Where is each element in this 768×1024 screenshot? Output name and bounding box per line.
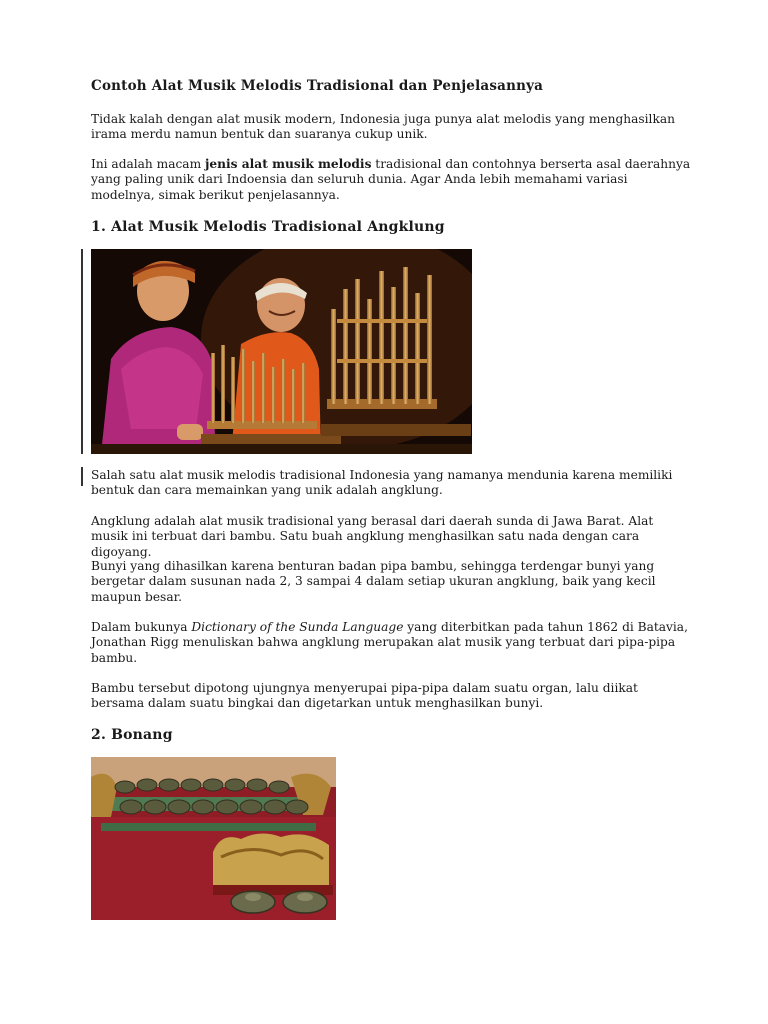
section-1-paragraph-3: Bunyi yang dihasilkan karena benturan badan pipa bambu, sehingga terdengar bunyi yang bergetar dalam susunan nada 2, 3 sampai 4 dalam setiap ukuran angklung, baik yang kecil maupun besar.: [91, 559, 656, 604]
angklung-photo: [91, 249, 472, 454]
bonang-illustration: [91, 757, 336, 920]
intro-text-end: tradisional dan contohnya berserta asal daerahnya yang paling unik dari Indoensia dan seluruh dunia. Agar Anda lebih memahami variasi modelnya, simak berikut penjelasannya.: [91, 157, 691, 202]
bonang-photo: [91, 757, 336, 920]
text-cursor-mark: [81, 467, 83, 486]
section-1-paragraph-4: [91, 620, 691, 666]
margin-bar: [81, 249, 83, 454]
book-title: Dictionary of the Sunda Language: [191, 620, 404, 634]
section-1-heading: 1. Alat Musik Melodis Tradisional Angklung: [91, 219, 445, 235]
angklung-illustration: [91, 249, 472, 454]
section-1-paragraph-2: Angklung adalah alat musik tradisional yang berasal dari daerah sunda di Jawa Barat. Alat musik ini terbuat dari bambu. Satu buah angklung menghasilkan satu nada dengan cara digoyang.: [91, 514, 654, 559]
p4-text-start: Dalam bukunya: [91, 620, 192, 634]
section-1-paragraph-5: Bambu tersebut dipotong ujungnya menyerupai pipa-pipa dalam suatu organ, lalu diikat bersama dalam suatu bingkai dan digetarkan untuk menghasilkan bunyi.: [91, 681, 638, 711]
section-2-heading: 2. Bonang: [91, 727, 173, 743]
intro-paragraph-1: Tidak kalah dengan alat musik modern, Indonesia juga punya alat melodis yang menghasilkan irama merdu namun bentuk dan suaranya cukup unik.: [91, 112, 675, 142]
intro-paragraph-2: [91, 157, 691, 203]
section-1-paragraph-1: Salah satu alat musik melodis tradisional Indonesia yang namanya mendunia karena memiliki bentuk dan cara memainkan yang unik adalah angklung.: [91, 468, 673, 498]
document-title: Contoh Alat Musik Melodis Tradisional dan Penjelasannya: [91, 78, 544, 94]
intro-text-start: Ini adalah macam: [91, 157, 206, 171]
intro-bold-link-text: jenis alat musik melodis: [205, 157, 372, 171]
p4-text-end: yang diterbitkan pada tahun 1862 di Batavia, Jonathan Rigg menuliskan bahwa angklung merupakan alat musik yang terbuat dari pipa-pipa bambu.: [91, 620, 688, 665]
